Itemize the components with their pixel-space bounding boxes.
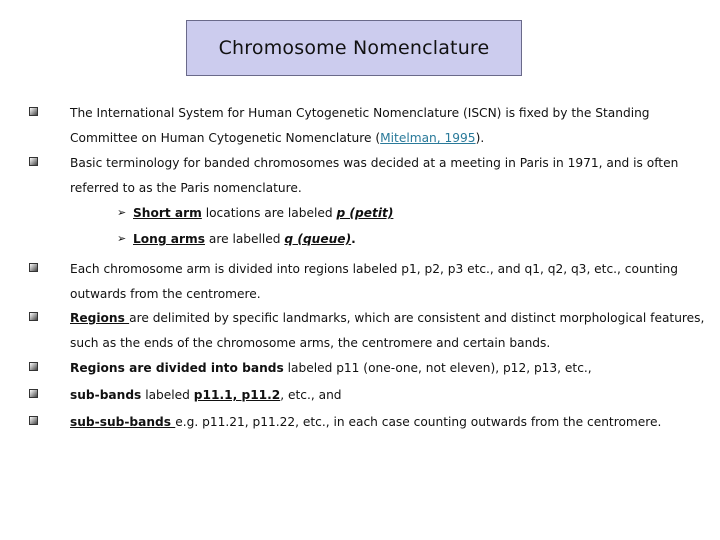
slide-title xyxy=(186,20,522,76)
bullet-marker-icon xyxy=(29,263,38,272)
bullet-sub-bands xyxy=(70,383,700,408)
sub-bands-text: , etc., and xyxy=(280,388,342,402)
sub-bands-examples: p11.1, p11.2 xyxy=(193,388,281,402)
sub-bands-middle: labeled xyxy=(141,388,194,402)
regions-delimited-text: are delimited by specific landmarks, which are consistent and distinct morphological features, such as the ends of the chromosome arms, the centromere and certain bands. xyxy=(70,311,705,350)
bands-text: labeled p11 (one-one, not eleven), p12, p13, etc., xyxy=(283,361,592,375)
bullet-regions-labeled xyxy=(70,257,700,307)
arrow-bullet-icon: ➢ xyxy=(117,206,127,219)
bullet-paris xyxy=(70,151,700,201)
sub-sub-bands-term: sub-sub-bands xyxy=(70,415,176,429)
bullet-marker-icon xyxy=(29,312,38,321)
short-arm-label: p (petit) xyxy=(336,206,394,220)
bullet-bands xyxy=(70,356,700,381)
bullet-regions-delimited xyxy=(70,306,706,356)
short-arm-middle: locations are labeled xyxy=(201,206,337,220)
bullet-marker-icon xyxy=(29,107,38,116)
iscn-text-end: ). xyxy=(475,131,485,145)
regions-labeled-text: Each chromosome arm is divided into regions labeled p1, p2, p3 etc., and q1, q2, q3, etc., counting outwards from the centromere. xyxy=(70,262,679,301)
bands-term: Regions are divided into bands xyxy=(70,361,284,375)
sub-bullet-long-arm xyxy=(117,229,356,249)
long-arm-term: Long arms xyxy=(133,232,205,246)
short-arm-term: Short arm xyxy=(133,206,202,220)
bullet-sub-sub-bands xyxy=(70,410,700,435)
bullet-marker-icon xyxy=(29,362,38,371)
iscn-text: The International System for Human Cytogenetic Nomenclature (ISCN) is fixed by the Standing Committee on Human Cytogenetic Nomenclature ( xyxy=(70,106,650,145)
regions-term: Regions xyxy=(70,311,130,325)
bullet-marker-icon xyxy=(29,157,38,166)
sub-bands-term: sub-bands xyxy=(70,388,142,402)
sub-sub-bands-text: e.g. p11.21, p11.22, etc., in each case counting outwards from the centromere. xyxy=(175,415,662,429)
paris-text: Basic terminology for banded chromosomes was decided at a meeting in Paris in 1971, and is often referred to as the Paris nomenclature. xyxy=(70,156,679,195)
sub-bullet-short-arm xyxy=(117,203,393,223)
citation-link[interactable]: Mitelman, 1995 xyxy=(380,131,476,145)
slide-title-text: Chromosome Nomenclature xyxy=(218,37,490,59)
long-arm-label: q (queue) xyxy=(284,232,352,246)
arrow-bullet-icon: ➢ xyxy=(117,232,127,245)
long-arm-end: . xyxy=(351,232,356,246)
bullet-marker-icon xyxy=(29,416,38,425)
long-arm-middle: are labelled xyxy=(204,232,285,246)
bullet-iscn xyxy=(70,101,700,151)
bullet-marker-icon xyxy=(29,389,38,398)
